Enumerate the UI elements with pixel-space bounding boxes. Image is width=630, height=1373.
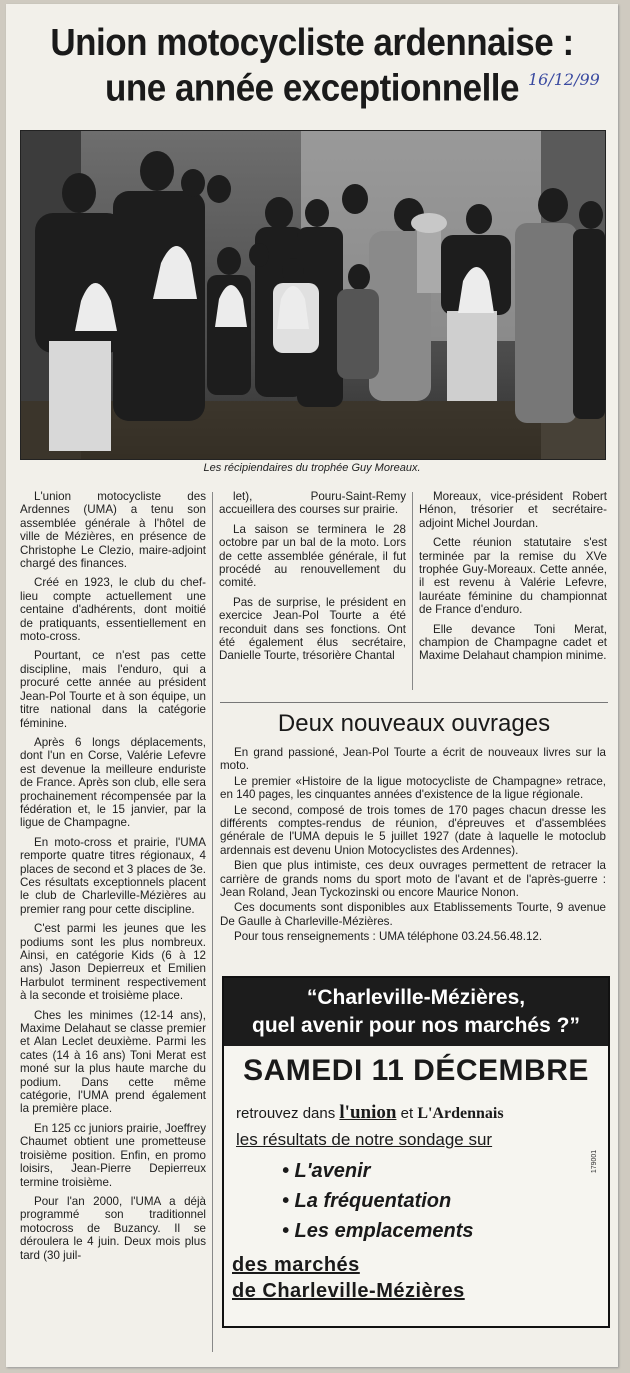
group-photo xyxy=(20,130,606,460)
section-divider xyxy=(220,702,608,703)
ad-bullet-item: • L'avenir xyxy=(282,1160,371,1182)
headline-line-1: Union motocycliste ardennaise : xyxy=(50,21,574,64)
ardennais-logo: L'Ardennais xyxy=(417,1105,504,1122)
paragraph: En moto-cross et prairie, l'UMA remporte quatre titres régionaux, 4 places de second et 3 places de 3e. Ces résultats exceptionnels placent le club de Charleville-Mézières au premier rang pour cette discipline. xyxy=(20,835,206,916)
ad-results-line: les résultats de notre sondage sur xyxy=(236,1130,493,1149)
paragraph: Ces documents sont disponibles aux Etablissements Tourte, 9 avenue De Gaulle à Charleville-Mézières. xyxy=(220,901,606,928)
subsection-text xyxy=(220,746,606,946)
newspaper-clipping xyxy=(6,4,618,1367)
advertisement xyxy=(222,976,610,1328)
handwritten-date: 16/12/99 xyxy=(528,70,600,89)
paragraph: Le second, composé de trois tomes de 170 pages chacun dresse les différents comptes-rendus de réunion, d'épreuves et d'assemblées générale de l'UMA depuis le 5 juillet 1927 (date à laquelle le motoclub ardennais est devenu Union Motocyclistes des Ardennes). xyxy=(220,803,606,857)
paragraph: Pour l'an 2000, l'UMA a déjà programmé son traditionnel motocross de Buzancy. Il se déroulera le 4 juin. Deux mois plus tard (30 juil- xyxy=(20,1194,206,1262)
ad-et-text: et xyxy=(400,1105,414,1122)
ad-bullet-item: • Les emplacements xyxy=(282,1220,474,1242)
ad-retrouvez-line xyxy=(236,1102,606,1124)
ad-headline xyxy=(224,978,608,1046)
paragraph: La saison se terminera le 28 octobre par un bal de la moto. Lors de cette assemblée générale, il fut procédé au renouvellement du comité. xyxy=(219,522,406,590)
paragraph: Pour tous renseignements : UMA téléphone 03.24.56.48.12. xyxy=(234,930,543,944)
paragraph: Créé en 1923, le club du chef-lieu compte actuellement une centaine d'adhérents, dont moitié de pratiquants, essentiellement en moto-cross. xyxy=(20,576,206,644)
paragraph: Pourtant, ce n'est pas cette discipline, mais l'enduro, qui a procuré cette année au président Jean-Pol Tourte et à son équipe, un titre national dans la catégorie féminine. xyxy=(20,649,206,730)
ad-retrouvez-text: retrouvez dans xyxy=(236,1105,336,1122)
paragraph: Elle devance Toni Merat, champion de Champagne cadet et Maxime Delahaut champion minime. xyxy=(419,622,607,663)
paragraph: Cette réunion statutaire s'est terminée par la remise du XVe trophée Guy-Moreaux. Cette année, il est revenu à Valérie Lefevre, lauréate féminine du championnat de France d'enduro. xyxy=(419,536,607,617)
paragraph: C'est parmi les jeunes que les podiums sont les plus nombreux. Ainsi, en catégorie Kids (6 à 12 ans) Jason Depierreux et Emilien Harbulot terminent respectivement à la seconde et troisième place. xyxy=(20,922,206,1003)
ad-bottom-line-1: des marchés xyxy=(232,1254,360,1276)
paragraph: Après 6 longs déplacements, dont l'un en Corse, Valérie Lefevre est devenue la meilleure enduriste de France. Après son club, elle sera prochainement récompensée par la fédération et, le 15 janvier, par la ligue de Champagne. xyxy=(20,735,206,830)
ad-bottom-line-2: de Charleville-Mézières xyxy=(232,1280,465,1302)
ad-bottom-text xyxy=(232,1252,602,1304)
article-column-2 xyxy=(219,490,406,669)
paragraph: Ches les minimes (12-14 ans), Maxime Delahaut se classe premier et Alan Leclet deuxième. Parmi les cates (14 à 16 ans) Toni Merat est moné sur la plus haute marche du podium. Dans cette même catégorie, l'UMA prend également la première place. xyxy=(20,1008,206,1116)
photo-caption: Les récipiendaires du trophée Guy Moreaux. xyxy=(203,462,421,474)
paragraph: Pas de surprise, le président en exercice Jean-Pol Tourte a été reconduit dans ses fonctions. Ont été également élus secrétaire, Danielle Tourte, trésorière Chantal xyxy=(219,595,406,663)
headline-line-2: une année exceptionnelle xyxy=(105,67,519,110)
paragraph: L'union motocycliste des Ardennes (UMA) a tenu son assemblée générale à l'hôtel de ville de Mézières, en présence de Christophe Le Clezio, maire-adjoint chargé des finances. xyxy=(20,490,206,571)
ad-headline-line-1: “Charleville-Mézières, xyxy=(306,986,526,1009)
paragraph: Le premier «Histoire de la ligue motocycliste de Champagne» retrace, en 140 pages, les cinquantes années d'existence de la ligue régionale. xyxy=(220,774,606,802)
ad-code: 179001 xyxy=(591,1149,599,1174)
ad-headline-line-2: quel avenir pour nos marchés ?” xyxy=(252,1014,580,1037)
article-column-3 xyxy=(419,490,607,669)
column-divider xyxy=(212,492,213,1352)
column-divider xyxy=(412,492,413,690)
headline xyxy=(6,21,618,112)
paragraph: let), Pouru-Saint-Remy accueillera des courses sur prairie. xyxy=(219,490,406,517)
union-logo: l'union xyxy=(339,1102,397,1123)
paragraph: Bien que plus intimiste, ces deux ouvrages permettent de retracer la carrière de grands noms du sport moto de l'avant et de l'après-guerre : Jean Roland, Jean Tyckozinski ou encore Maurice Nonon. xyxy=(220,859,606,900)
group-photo-image xyxy=(21,131,605,459)
subsection-title: Deux nouveaux ouvrages xyxy=(277,710,551,737)
ad-date: SAMEDI 11 DÉCEMBRE xyxy=(243,1054,589,1087)
article-column-1 xyxy=(20,490,206,1268)
paragraph: En grand passioné, Jean-Pol Tourte a écrit de nouveaux livres sur la moto. xyxy=(220,746,606,773)
ad-bullet-item: • La fréquentation xyxy=(282,1190,452,1212)
paragraph: En 125 cc juniors prairie, Joeffrey Chaumet obtient une prometteuse troisième position. Enfin, en promo loisirs, Jean-Pierre Depierreux termine troisième. xyxy=(20,1121,206,1189)
paragraph: Moreaux, vice-président Robert Hénon, trésorier et secrétaire-adjoint Michel Jourdan. xyxy=(419,490,607,530)
